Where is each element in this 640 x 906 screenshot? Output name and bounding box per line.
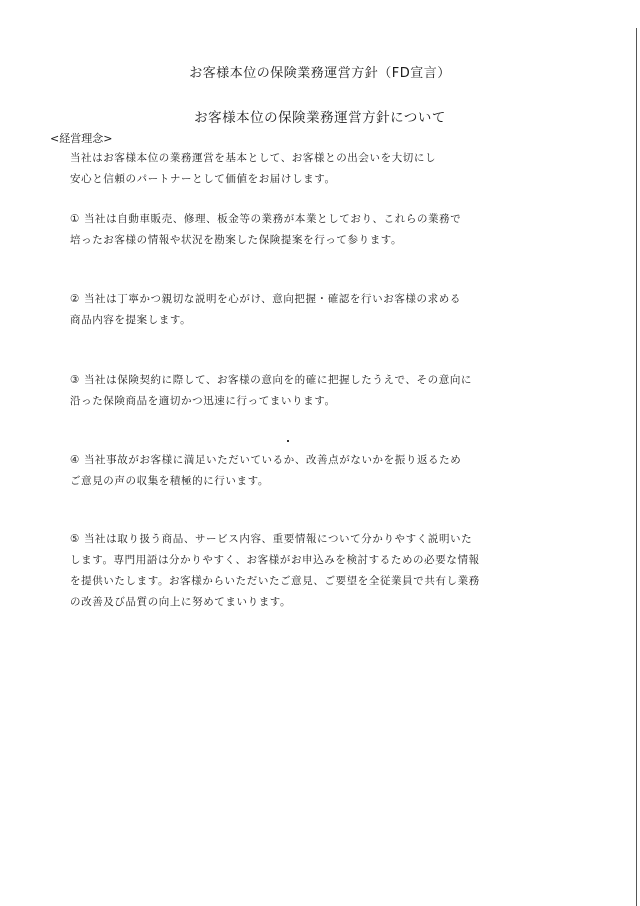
- philosophy-line-2: 安心と信頼のパートナーとして価値をお届けします。: [70, 173, 336, 185]
- policy-item-2-line-1: ② 当社は丁寧かつ親切な説明を心がけ、意向把握・確認を行いお客様の求める: [70, 293, 461, 305]
- policy-item-4-line-2: ご意見の声の収集を積極的に行います。: [70, 475, 269, 487]
- document-subtitle: お客様本位の保険業務運営方針について: [194, 110, 446, 126]
- policy-item-5-line-2: します。専門用語は分かりやすく、お客様がお申込みを検討するための必要な情報: [70, 554, 480, 566]
- policy-item-1-line-1: ① 当社は自動車販売、修理、板金等の業務が本業としており、これらの業務で: [70, 213, 462, 225]
- policy-item-4-line-1: ④ 当社事故がお客様に満足いただいているか、改善点がないかを振り返るため: [70, 454, 462, 466]
- policy-item-5-line-4: の改善及び品質の向上に努めてまいります。: [70, 596, 292, 608]
- scan-speck: [287, 440, 289, 442]
- policy-item-2-line-2: 商品内容を提案します。: [70, 314, 192, 326]
- document-title: お客様本位の保険業務運営方針（FD宣言）: [189, 66, 451, 81]
- policy-item-1-line-2: 培ったお客様の情報や状況を勘案した保険提案を行って参ります。: [70, 234, 403, 246]
- policy-item-5-line-1: ⑤ 当社は取り扱う商品、サービス内容、重要情報について分かりやすく説明いた: [70, 533, 473, 545]
- scan-edge-line: [636, 0, 637, 906]
- policy-item-3-line-2: 沿った保険商品を適切かつ迅速に行ってまいります。: [70, 395, 336, 407]
- philosophy-line-1: 当社はお客様本位の業務運営を基本として、お客様との出会いを大切にし: [70, 152, 437, 164]
- scan-edge-gap: [636, 0, 637, 28]
- policy-item-5-line-3: を提供いたします。お客様からいただいたご意見、ご要望を全従業員で共有し業務: [70, 575, 480, 587]
- philosophy-label: <経営理念>: [50, 132, 113, 145]
- policy-item-3-line-1: ③ 当社は保険契約に際して、お客様の意向を的確に把握したうえで、その意向に: [70, 374, 473, 386]
